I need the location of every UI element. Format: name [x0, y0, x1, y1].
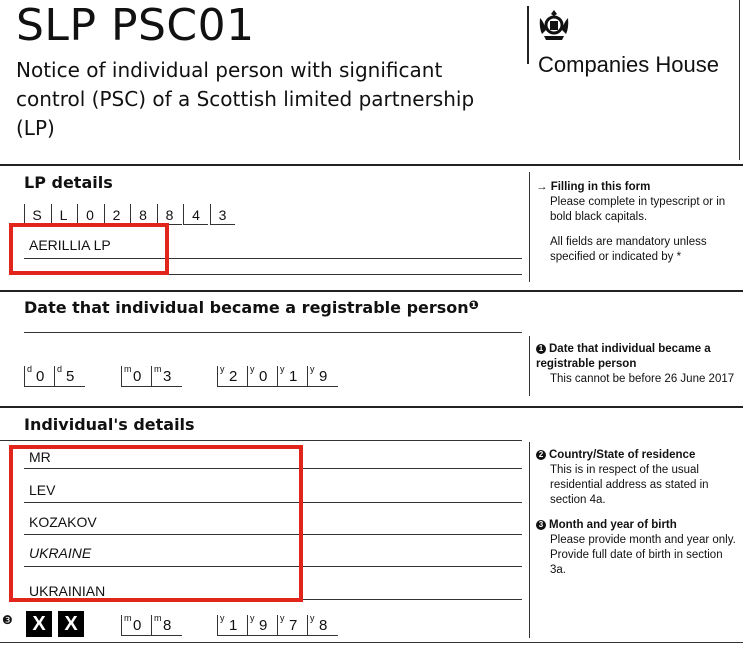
birth-day-redacted-box: X — [26, 611, 52, 637]
date-part-value: 0 — [133, 617, 142, 634]
date-part-label: y — [310, 364, 315, 374]
day-digit-box[interactable] — [54, 366, 85, 387]
date-part-label: d — [27, 364, 33, 374]
lp-name-highlight — [9, 223, 169, 275]
lp-details-heading: LP details — [24, 173, 113, 192]
year-digit-box[interactable] — [247, 366, 278, 387]
note-marker-icon: 3 — [536, 520, 546, 530]
nationality-field[interactable]: UKRAINIAN — [29, 583, 106, 599]
date-part-value: 5 — [66, 368, 75, 385]
sidebar-date-note — [536, 342, 736, 387]
registrable-date-heading-text: Date that individual became a registrable person — [24, 298, 469, 317]
year-digit-box[interactable] — [217, 366, 248, 387]
date-part-value: 8 — [319, 617, 328, 634]
date-part-value: 9 — [319, 368, 328, 385]
birth-year-digit-box[interactable] — [307, 615, 338, 636]
logo-divider — [527, 6, 529, 64]
date-part-value: 1 — [229, 617, 238, 634]
bottom-line — [0, 642, 743, 643]
filling-heading: → Filling in this form — [536, 181, 651, 193]
date-part-value: 3 — [163, 368, 172, 385]
date-part-label: m — [124, 364, 132, 374]
lp-number-char[interactable]: 8 — [157, 204, 182, 225]
date-part-label: y — [280, 613, 285, 623]
lp-number-char[interactable]: 3 — [210, 204, 235, 225]
date-part-label: y — [250, 613, 255, 623]
date-part-value: 8 — [163, 617, 172, 634]
frame-line — [739, 0, 740, 160]
lp-number-char[interactable]: S — [24, 204, 49, 225]
field-line — [24, 332, 522, 333]
title-field[interactable]: MR — [29, 449, 51, 465]
day-digit-box[interactable] — [24, 366, 55, 387]
birth-year-digit-box[interactable] — [277, 615, 308, 636]
field-line — [0, 440, 522, 441]
sidebar-individual-notes — [536, 448, 736, 578]
date-part-value: 1 — [289, 368, 298, 385]
lp-number-char[interactable]: 8 — [130, 204, 155, 225]
date-note-text: This cannot be before 26 June 2017 — [550, 373, 735, 385]
date-part-label: y — [250, 364, 255, 374]
date-part-value: 0 — [133, 368, 142, 385]
date-part-label: m — [124, 613, 132, 623]
lp-number-char[interactable]: 2 — [104, 204, 129, 225]
year-digit-box[interactable] — [307, 366, 338, 387]
divider — [0, 290, 743, 292]
date-part-value: 7 — [289, 617, 298, 634]
month-digit-box[interactable] — [121, 366, 152, 387]
sidebar-divider — [529, 442, 530, 638]
sidebar-divider — [529, 172, 530, 282]
filling-text: Please complete in typescript or in bold black capitals. — [550, 196, 726, 223]
note3-heading: Month and year of birth — [549, 519, 677, 531]
birth-month-digit-box[interactable] — [121, 615, 152, 636]
birth-year-digit-box[interactable] — [247, 615, 278, 636]
month-digit-box[interactable] — [151, 366, 182, 387]
birth-month-digit-box[interactable] — [151, 615, 182, 636]
note-marker-1: ❶ — [468, 298, 479, 312]
note2-text: This is in respect of the usual residential address as stated in section 4a. — [550, 464, 709, 506]
date-part-label: d — [57, 364, 63, 374]
note-marker-icon: 1 — [536, 344, 546, 354]
date-part-value: 0 — [36, 368, 45, 385]
sidebar-divider — [529, 336, 530, 396]
year-digit-box[interactable] — [277, 366, 308, 387]
birth-day-redacted-box: X — [58, 611, 84, 637]
residence-field[interactable]: UKRAINE — [29, 545, 92, 561]
lp-name-field[interactable]: AERILLIA LP — [29, 237, 111, 253]
date-part-label: y — [310, 613, 315, 623]
date-part-value: 9 — [259, 617, 268, 634]
date-part-value: 2 — [229, 368, 238, 385]
date-part-label: m — [154, 364, 162, 374]
date-note-heading: Date that individual became a registrable person — [536, 343, 711, 370]
royal-crest-icon — [536, 8, 572, 42]
note-marker-3: ❸ — [2, 613, 13, 627]
forename-field[interactable]: LEV — [29, 482, 56, 498]
sidebar-filling — [536, 180, 736, 265]
individual-highlight — [9, 445, 303, 602]
date-part-value: 0 — [259, 368, 268, 385]
note2-heading: Country/State of residence — [549, 449, 696, 461]
date-part-label: y — [220, 364, 225, 374]
date-part-label: y — [280, 364, 285, 374]
registrable-date-heading — [24, 298, 479, 317]
filling-text-mandatory: All fields are mandatory unless specified or indicated by * — [550, 236, 707, 263]
date-part-label: m — [154, 613, 162, 623]
registrable-date[interactable] — [24, 366, 504, 390]
divider — [0, 406, 743, 408]
surname-field[interactable]: KOZAKOV — [29, 514, 97, 530]
lp-number-char[interactable]: 0 — [77, 204, 102, 225]
note3-text: Please provide month and year only. Provide full date of birth in section 3a. — [550, 534, 736, 576]
birth-year-digit-box[interactable] — [217, 615, 248, 636]
date-part-label: y — [220, 613, 225, 623]
form-title: Notice of individual person with significant control (PSC) of a Scottish limited partnership (LP) — [16, 58, 475, 140]
lp-number-char[interactable]: 4 — [183, 204, 208, 225]
individual-heading: Individual's details — [24, 415, 195, 434]
birth-date[interactable] — [24, 609, 504, 639]
note-marker-icon: 2 — [536, 450, 546, 460]
lp-number-char[interactable]: L — [51, 204, 76, 225]
org-name: Companies House — [538, 52, 719, 77]
form-code: SLP PSC01 — [16, 0, 255, 51]
divider — [0, 164, 743, 166]
